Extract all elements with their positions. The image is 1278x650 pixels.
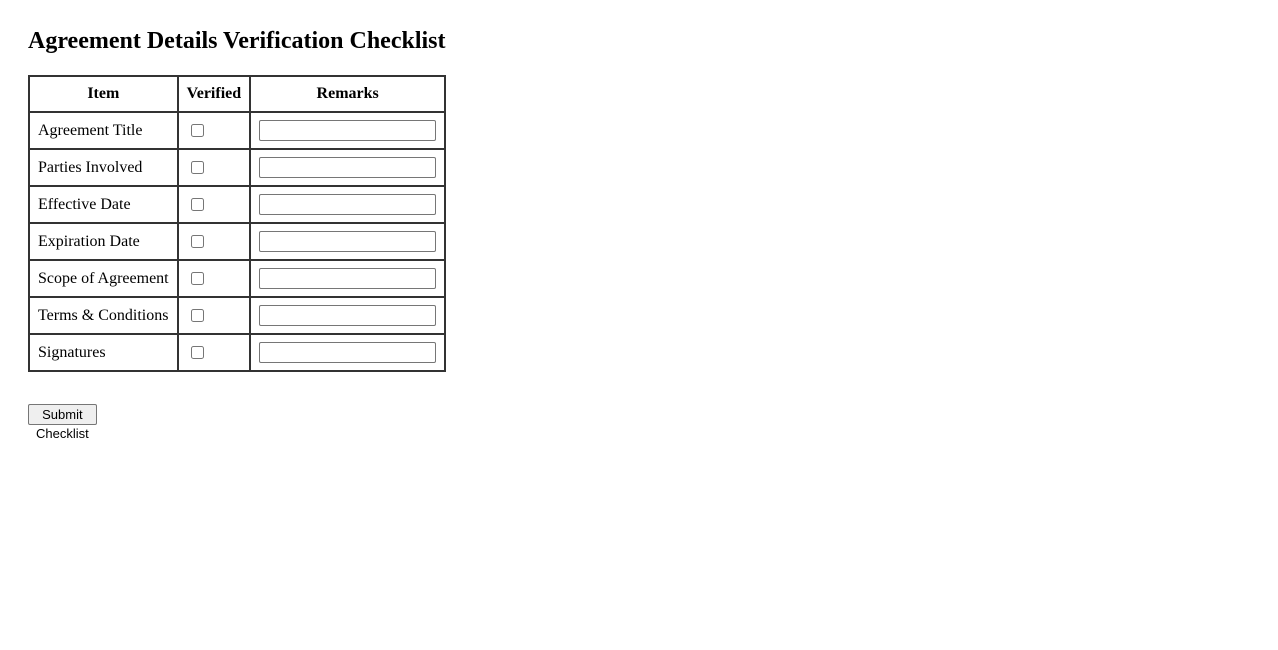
remarks-cell bbox=[251, 335, 446, 372]
column-header-item: Item bbox=[30, 77, 179, 113]
remarks-input[interactable] bbox=[259, 305, 436, 326]
page-title: Agreement Details Verification Checklist bbox=[28, 28, 446, 54]
remarks-cell bbox=[251, 150, 446, 187]
remarks-input[interactable] bbox=[259, 231, 436, 252]
remarks-input[interactable] bbox=[259, 157, 436, 178]
verified-cell bbox=[179, 113, 252, 150]
verified-cell bbox=[179, 224, 252, 261]
verified-checkbox[interactable] bbox=[191, 235, 204, 248]
table-row bbox=[30, 113, 446, 150]
item-label: Terms & Conditions bbox=[30, 298, 179, 335]
table-row bbox=[30, 335, 446, 372]
verified-checkbox[interactable] bbox=[191, 124, 204, 137]
table-row bbox=[30, 150, 446, 187]
remarks-input[interactable] bbox=[259, 268, 436, 289]
remarks-cell bbox=[251, 113, 446, 150]
verified-checkbox[interactable] bbox=[191, 198, 204, 211]
verified-cell bbox=[179, 187, 252, 224]
item-label: Scope of Agreement bbox=[30, 261, 179, 298]
verification-table bbox=[28, 75, 446, 372]
verified-checkbox[interactable] bbox=[191, 309, 204, 322]
column-header-remarks: Remarks bbox=[251, 77, 446, 113]
column-header-verified: Verified bbox=[179, 77, 252, 113]
table-row bbox=[30, 224, 446, 261]
remarks-cell bbox=[251, 187, 446, 224]
submit-checklist-button[interactable]: Submit Checklist bbox=[28, 404, 97, 425]
table-row bbox=[30, 187, 446, 224]
verified-cell bbox=[179, 335, 252, 372]
remarks-input[interactable] bbox=[259, 120, 436, 141]
remarks-input[interactable] bbox=[259, 194, 436, 215]
remarks-cell bbox=[251, 298, 446, 335]
table-header-row bbox=[30, 77, 446, 113]
verified-cell bbox=[179, 298, 252, 335]
item-label: Agreement Title bbox=[30, 113, 179, 150]
verified-checkbox[interactable] bbox=[191, 346, 204, 359]
remarks-input[interactable] bbox=[259, 342, 436, 363]
table-row bbox=[30, 298, 446, 335]
remarks-cell bbox=[251, 224, 446, 261]
verified-checkbox[interactable] bbox=[191, 272, 204, 285]
verified-checkbox[interactable] bbox=[191, 161, 204, 174]
verified-cell bbox=[179, 150, 252, 187]
verified-cell bbox=[179, 261, 252, 298]
remarks-cell bbox=[251, 261, 446, 298]
item-label: Parties Involved bbox=[30, 150, 179, 187]
item-label: Signatures bbox=[30, 335, 179, 372]
table-row bbox=[30, 261, 446, 298]
item-label: Expiration Date bbox=[30, 224, 179, 261]
item-label: Effective Date bbox=[30, 187, 179, 224]
